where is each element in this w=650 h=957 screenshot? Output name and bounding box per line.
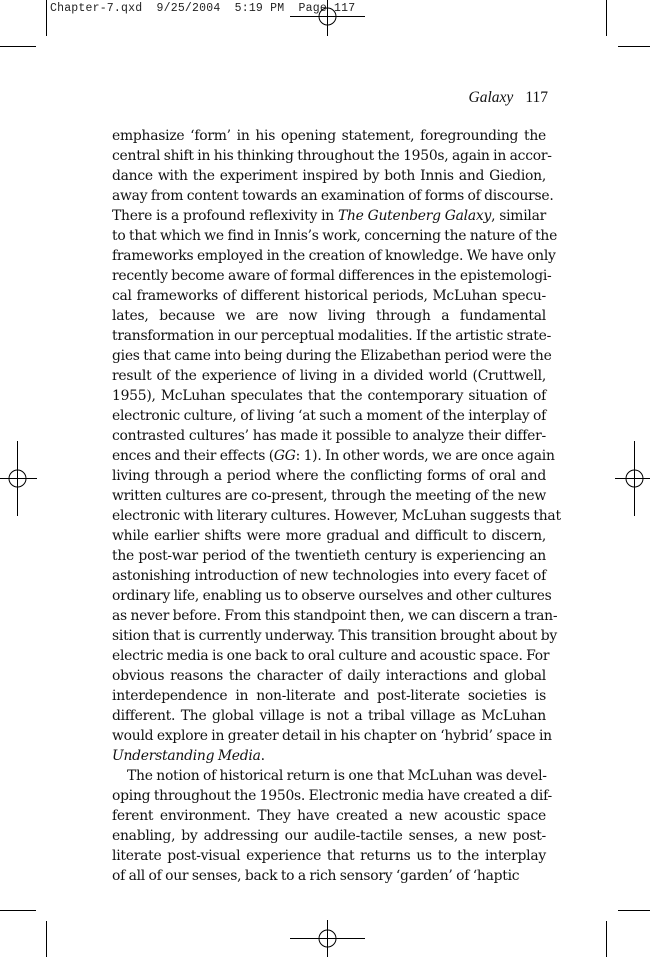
text-run: result of the experience of living in a divided world (Cruttwell, (112, 368, 546, 384)
text-line (112, 646, 550, 666)
italic-text: The Gutenberg Galaxy (337, 208, 492, 224)
text-run: written cultures are co-present, through the meeting of the new (112, 488, 546, 504)
text-line (112, 866, 546, 886)
text-line (112, 546, 546, 566)
text-line (112, 266, 552, 286)
text-line (112, 606, 558, 626)
print-slug: Chapter-7.qxd 9/25/2004 5:19 PM Page 117 (50, 2, 356, 15)
text-line (112, 446, 555, 466)
text-line (112, 746, 546, 766)
text-run: different. The global village is not a tribal village as McLuhan (112, 708, 546, 724)
text-run: 1955), McLuhan speculates that the contemporary situation of (112, 388, 546, 404)
text-run: central shift in his thinking throughout the 1950s, again in accor- (112, 148, 552, 164)
text-line (112, 766, 546, 786)
registration-mark-top (290, 0, 365, 36)
text-line (112, 786, 552, 806)
text-line (112, 146, 552, 166)
text-run: astonishing introduction of new technologies into every facet of (112, 568, 546, 584)
text-line (112, 226, 558, 246)
text-run: would explore in greater detail in his chapter on ‘hybrid’ space in (112, 728, 552, 744)
text-line (112, 286, 546, 306)
text-line (112, 326, 552, 346)
text-line (112, 306, 546, 326)
italic-text: GG (273, 448, 296, 464)
page-number: 117 (525, 89, 548, 106)
text-run: literate post-visual experience that returns us to the interplay (112, 848, 546, 864)
text-line (112, 666, 546, 686)
text-line (112, 806, 546, 826)
text-run: contrasted cultures’ has made it possible to analyze their differ- (112, 428, 546, 444)
registration-mark-left (0, 441, 37, 516)
text-run: of all of our senses, back to a rich sensory ‘garden’ of ‘haptic (112, 868, 520, 884)
running-head-title: Galaxy (468, 89, 514, 106)
text-run: dance with the experiment inspired by both Innis and Giedion, (112, 168, 546, 184)
text-run: gies that came into being during the Elizabethan period were the (112, 348, 552, 364)
text-line (112, 206, 546, 226)
text-line (112, 486, 546, 506)
text-line (112, 406, 546, 426)
text-run: The notion of historical return is one that McLuhan was devel- (127, 768, 547, 784)
text-run: interdependence in non-literate and post-literate societies is (112, 688, 546, 704)
text-run: while earlier shifts were more gradual and difficult to discern, (112, 528, 546, 544)
text-run: transformation in our perceptual modalities. If the artistic strate- (112, 328, 552, 344)
text-run: , similar (491, 208, 546, 224)
text-line (112, 566, 546, 586)
text-run: electronic with literary cultures. However, McLuhan suggests that (112, 508, 561, 524)
text-run: . (260, 748, 265, 764)
text-line (112, 706, 546, 726)
text-run: to that which we find in Innis’s work, concerning the nature of the (112, 228, 558, 244)
text-run: enabling, by addressing our audile-tactile senses, a new post- (112, 828, 546, 844)
text-run: recently become aware of formal differences in the epistemologi- (112, 268, 552, 284)
text-line (112, 586, 552, 606)
text-line (112, 366, 546, 386)
text-line (112, 846, 546, 866)
text-line (112, 126, 546, 146)
text-run: the post-war period of the twentieth century is experiencing an (112, 548, 546, 564)
text-line (112, 726, 552, 746)
text-run: away from content towards an examination of forms of discourse. (112, 188, 554, 204)
text-line (112, 526, 546, 546)
text-line (112, 506, 561, 526)
text-run: obvious reasons the character of daily interactions and global (112, 668, 546, 684)
running-head (112, 89, 548, 107)
text-line (112, 826, 546, 846)
text-run: ordinary life, enabling us to observe ourselves and other cultures (112, 588, 552, 604)
text-line (112, 466, 546, 486)
text-run: living through a period where the conflicting forms of oral and (112, 468, 546, 484)
italic-text: Understanding Media (112, 748, 261, 764)
text-line (112, 686, 546, 706)
text-run: lates, because we are now living through a fundamental (112, 308, 546, 324)
text-run: ences and their effects ( (112, 448, 274, 464)
text-run: : 1). In other words, we are once again (295, 448, 555, 464)
text-line (112, 626, 557, 646)
text-run: as never before. From this standpoint then, we can discern a tran- (112, 608, 558, 624)
paragraph (112, 126, 561, 766)
text-run: cal frameworks of different historical periods, McLuhan specu- (112, 288, 546, 304)
body-text (112, 126, 561, 886)
registration-mark-right (615, 441, 650, 516)
text-run: electric media is one back to oral culture and acoustic space. For (112, 648, 550, 664)
text-run: electronic culture, of living ‘at such a moment of the interplay of (112, 408, 546, 424)
text-line (112, 346, 552, 366)
registration-mark-bottom (290, 920, 365, 957)
text-line (112, 166, 546, 186)
text-run: frameworks employed in the creation of knowledge. We have only (112, 248, 556, 264)
text-run: sition that is currently underway. This transition brought about by (112, 628, 557, 644)
text-run: There is a profound reflexivity in (112, 208, 338, 224)
text-line (112, 186, 554, 206)
text-run: emphasize ‘form’ in his opening statement, foregrounding the (112, 128, 546, 144)
text-run: oping throughout the 1950s. Electronic media have created a dif- (112, 788, 552, 804)
text-line (112, 246, 556, 266)
text-line (112, 426, 546, 446)
text-line (112, 386, 546, 406)
paragraph (112, 766, 552, 886)
text-run: ferent environment. They have created a new acoustic space (112, 808, 546, 824)
